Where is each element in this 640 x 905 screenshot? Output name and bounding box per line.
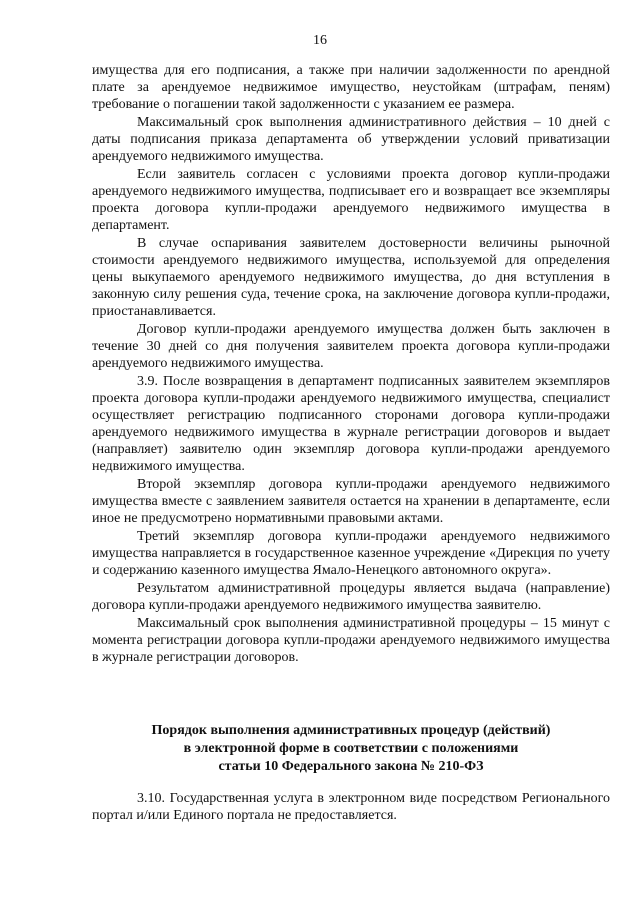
paragraph-7: Второй экземпляр договора купли-продажи арендуемого недвижимого имущества вместе с заявлением заявителя остается на хранении в департаменте, если иное не предусмотрено нормативными правовыми актами. [92, 477, 610, 526]
heading-line-1: Порядок выполнения административных процедур (действий) [151, 723, 551, 738]
heading-line-3: статьи 10 Федерального закона № 210-ФЗ [218, 759, 484, 774]
page-number: 16 [313, 33, 327, 48]
section-heading [92, 722, 610, 776]
paragraph-8: Третий экземпляр договора купли-продажи арендуемого недвижимого имущества направляется в государственное казенное учреждение «Дирекция по учету и содержанию казенного имущества Ямало-Ненецкого автономного округа». [92, 529, 610, 578]
heading-line-2: в электронной форме в соответствии с положениями [183, 741, 519, 756]
paragraph-10: Максимальный срок выполнения административной процедуры – 15 минут с момента регистрации договора купли-продажи арендуемого недвижимого имущества в журнале регистрации договоров. [92, 616, 610, 665]
paragraph-5: Договор купли-продажи арендуемого имущества должен быть заключен в течение 30 дней со дня получения заявителем проекта договора купли-продажи арендуемого недвижимого имущества. [92, 322, 610, 371]
paragraph-1: имущества для его подписания, а также при наличии задолженности по арендной плате за арендуемое недвижимое имущество, неустойкам (штрафам, пеням) требование о погашении такой задолженности с указанием ее размера. [92, 63, 610, 112]
paragraph-4: В случае оспаривания заявителем достоверности величины рыночной стоимости арендуемого недвижимого имущества, используемой для определения цены выкупаемого арендуемого недвижимого имущества, до дня вступления в законную силу решения суда, течение срока, на заключение договора купли-продажи, приостанавливается. [92, 236, 610, 319]
body-text [92, 62, 610, 667]
paragraph-9: Результатом административной процедуры является выдача (направление) договора купли-продажи арендуемого недвижимого имущества заявителю. [92, 581, 610, 613]
paragraph-2: Максимальный срок выполнения административного действия – 10 дней с даты подписания приказа департамента об утверждении условий приватизации арендуемого недвижимого имущества. [92, 115, 610, 164]
final-paragraph: 3.10. Государственная услуга в электронном виде посредством Регионального портал и/или Единого портала не предоставляется. [92, 791, 610, 823]
paragraph-3: Если заявитель согласен с условиями проекта договор купли-продажи арендуемого недвижимого имущества, подписывает его и возвращает все экземпляры проекта договора купли-продажи арендуемого недвижимого имущества в департамент. [92, 167, 610, 233]
paragraph-6: 3.9. После возвращения в департамент подписанных заявителем экземпляров проекта договора купли-продажи арендуемого недвижимого имущества, специалист осуществляет регистрацию подписанного сторонами договора купли-продажи арендуемого недвижимого имущества в журнале регистрации договоров и выдает (направляет) заявителю один экземпляр договора купли-продажи арендуемого недвижимого имущества. [92, 374, 610, 474]
final-section [92, 790, 610, 824]
